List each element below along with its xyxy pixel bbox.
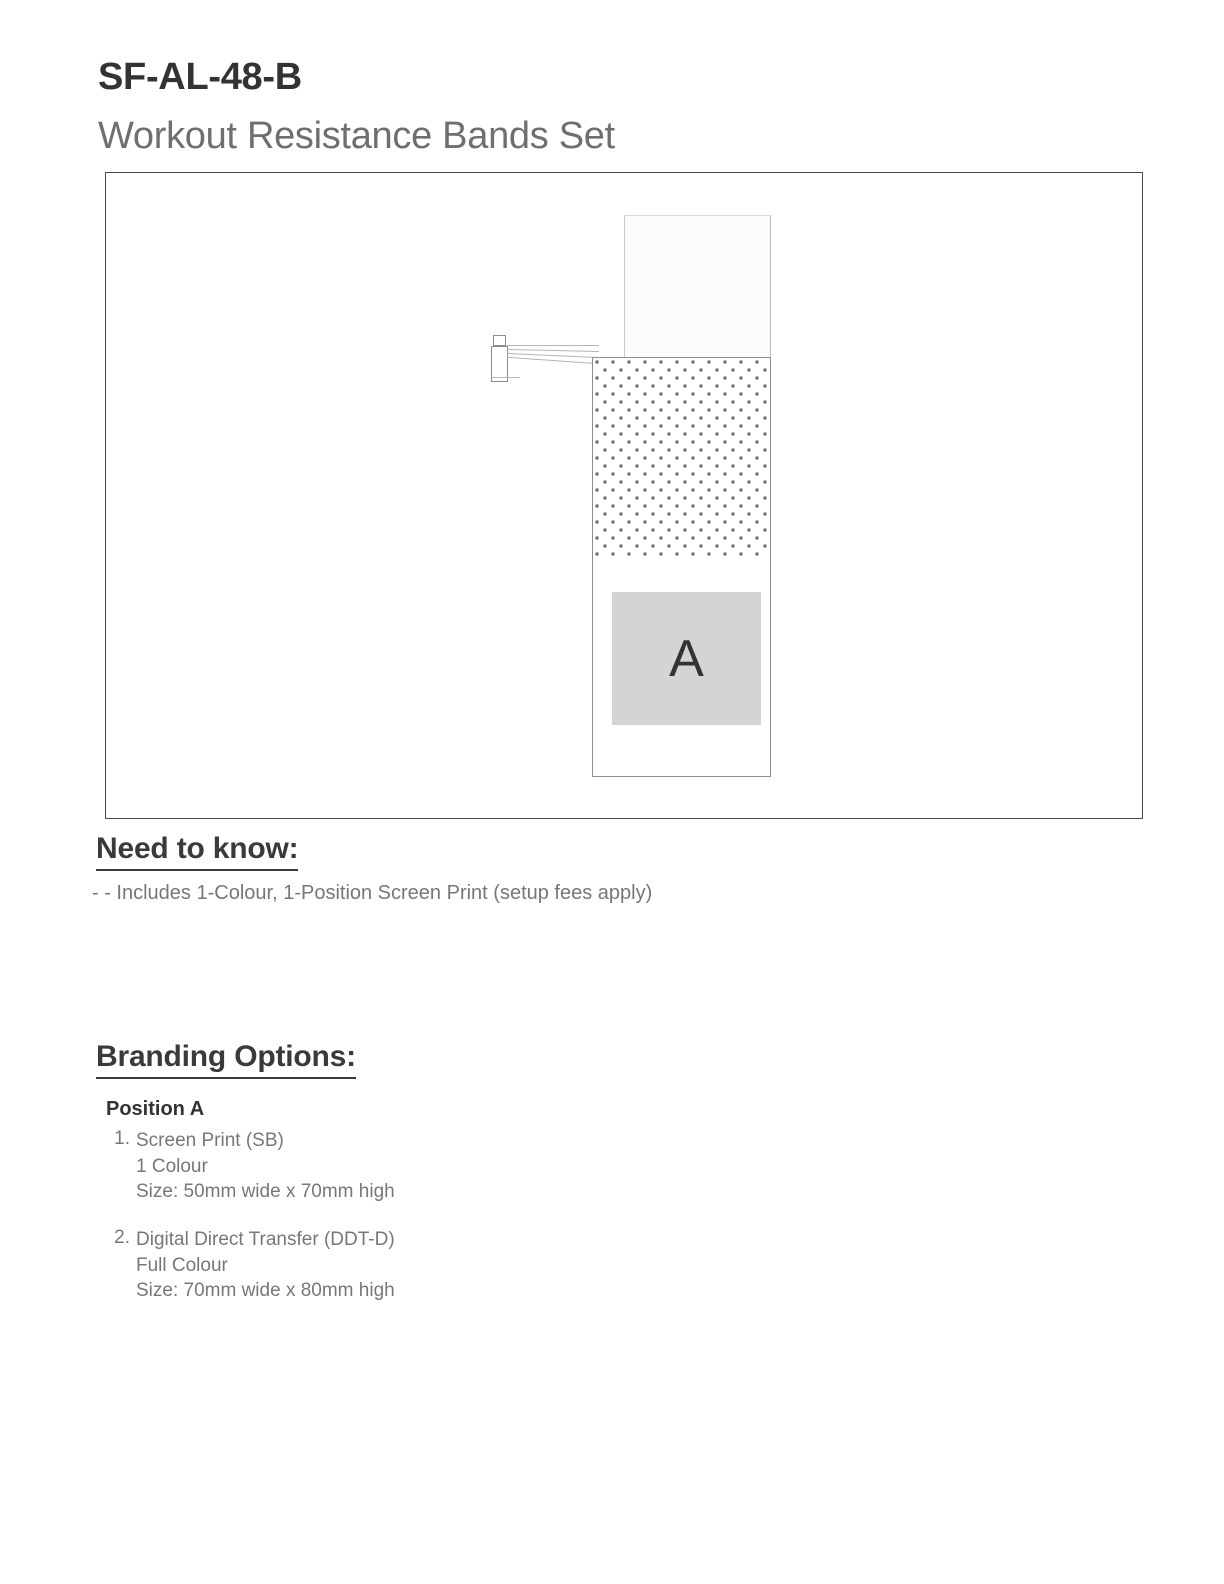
cord-toggle-line [492,377,520,378]
list-item [106,1128,806,1205]
option-number: 2. [114,1226,130,1248]
cord-strand [507,345,599,346]
need-to-know-line: - - Includes 1-Colour, 1-Position Screen Print (setup fees apply) [92,882,653,904]
page-title: Workout Resistance Bands Set [98,115,615,157]
option-size: Size: 50mm wide x 70mm high [136,1181,395,1203]
bag-top-panel [624,215,771,357]
option-method: Digital Direct Transfer (DDT-D) [136,1228,395,1250]
product-image-frame [105,172,1143,819]
product-sku: SF-AL-48-B [98,56,302,98]
option-size: Size: 70mm wide x 80mm high [136,1280,395,1302]
option-colour: 1 Colour [136,1155,208,1177]
option-details [136,1227,395,1304]
cord-strand [507,349,599,352]
cord-toggle-top-icon [493,335,506,346]
branding-position-a-area [612,592,761,725]
option-colour: Full Colour [136,1254,228,1276]
branding-options-heading: Branding Options: [96,1040,356,1079]
option-method: Screen Print (SB) [136,1130,284,1151]
cord-strand [507,357,599,364]
bag-body-panel [592,559,771,777]
branding-position-label: Position A [106,1098,205,1120]
bag-mesh-panel [592,357,771,560]
option-number: 1. [114,1128,130,1149]
branding-position-a-label: A [669,629,704,688]
need-to-know-heading: Need to know: [96,832,298,871]
cord-toggle-body-icon [491,346,508,382]
branding-options-list [106,1128,806,1326]
product-illustration [591,215,771,819]
list-item [106,1227,806,1304]
option-details [136,1128,395,1205]
